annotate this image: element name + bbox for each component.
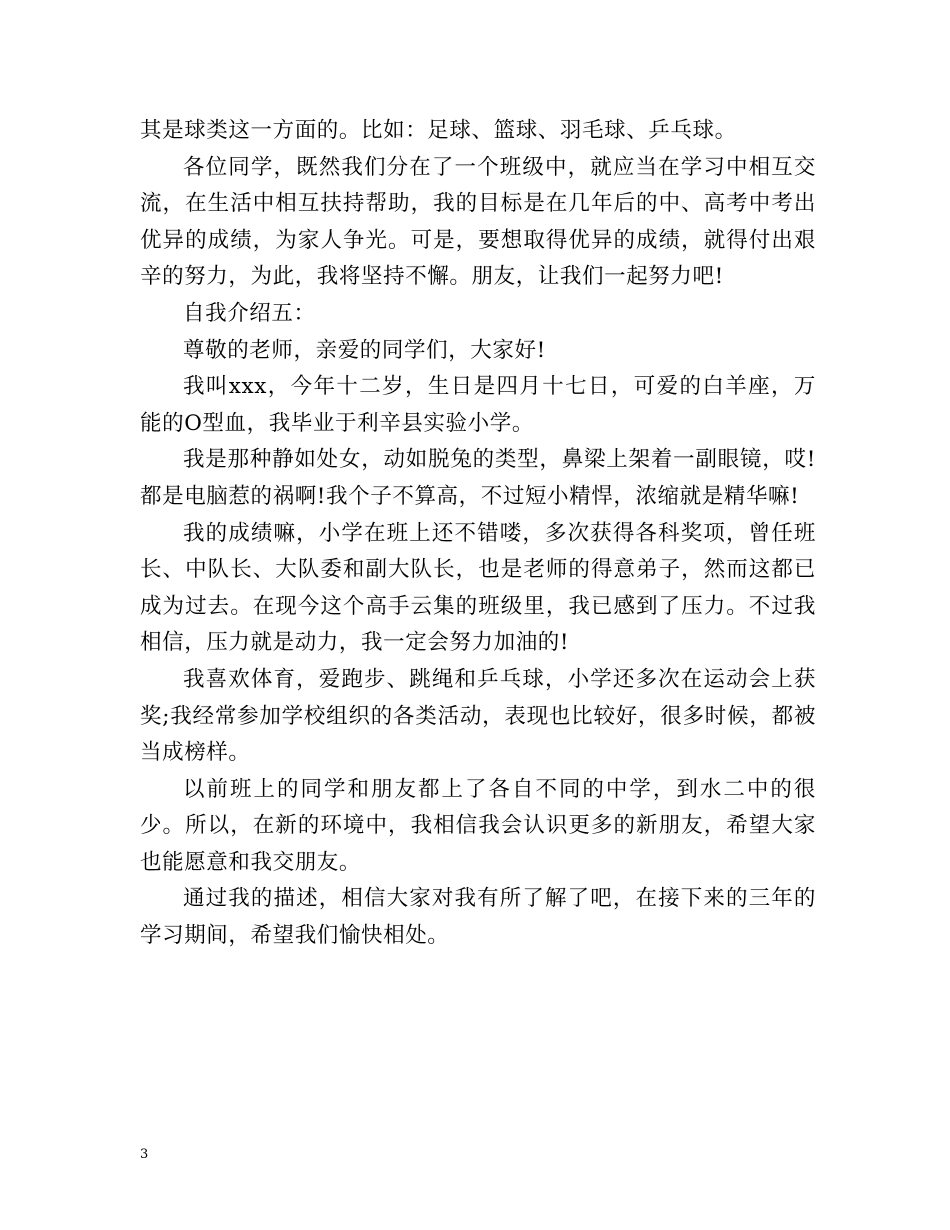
paragraph: 以前班上的同学和朋友都上了各自不同的中学，到水二中的很少。所以，在新的环境中，我相信我会认识更多的新朋友，希望大家也能愿意和我交朋友。 — [140, 776, 816, 875]
paragraph: 其是球类这一方面的。比如：足球、篮球、羽毛球、乒乓球。 — [140, 118, 737, 143]
paragraph: 尊敬的老师，亲爱的同学们，大家好! — [183, 337, 546, 363]
paragraph: 我叫xxx，今年十二岁，生日是四月十七日，可爱的白羊座，万能的O型血，我毕业于利辛县实验小学。 — [140, 374, 816, 436]
paragraph: 通过我的描述，相信大家对我有所了解了吧，在接下来的三年的学习期间，希望我们愉快相处。 — [140, 886, 816, 949]
section-heading: 自我介绍五： — [183, 300, 316, 326]
paragraph: 我是那种静如处女，动如脱兔的类型，鼻梁上架着一副眼镜，哎!都是电脑惹的祸啊!我个子不算高，不过短小精悍，浓缩就是精华嘛! — [140, 447, 816, 509]
document-body — [140, 113, 816, 955]
page-number: 3 — [140, 1147, 149, 1162]
paragraph: 我喜欢体育，爱跑步、跳绳和乒乓球，小学还多次在运动会上获奖;我经常参加学校组织的各类活动，表现也比较好，很多时候，都被当成榜样。 — [140, 666, 816, 766]
paragraph: 各位同学，既然我们分在了一个班级中，就应当在学习中相互交流，在生活中相互扶持帮助，我的目标是在几年后的中、高考中考出优异的成绩，为家人争光。可是，要想取得优异的成绩，就得付出艰辛的努力，为此，我将坚持不懈。朋友，让我们一起努力吧! — [140, 154, 816, 290]
paragraph: 我的成绩嘛，小学在班上还不错喽，多次获得各科奖项，曾任班长、中队长、大队委和副大队长，也是老师的得意弟子，然而这都已成为过去。在现今这个高手云集的班级里，我已感到了压力。不过我相信，压力就是动力，我一定会努力加油的! — [140, 520, 816, 656]
